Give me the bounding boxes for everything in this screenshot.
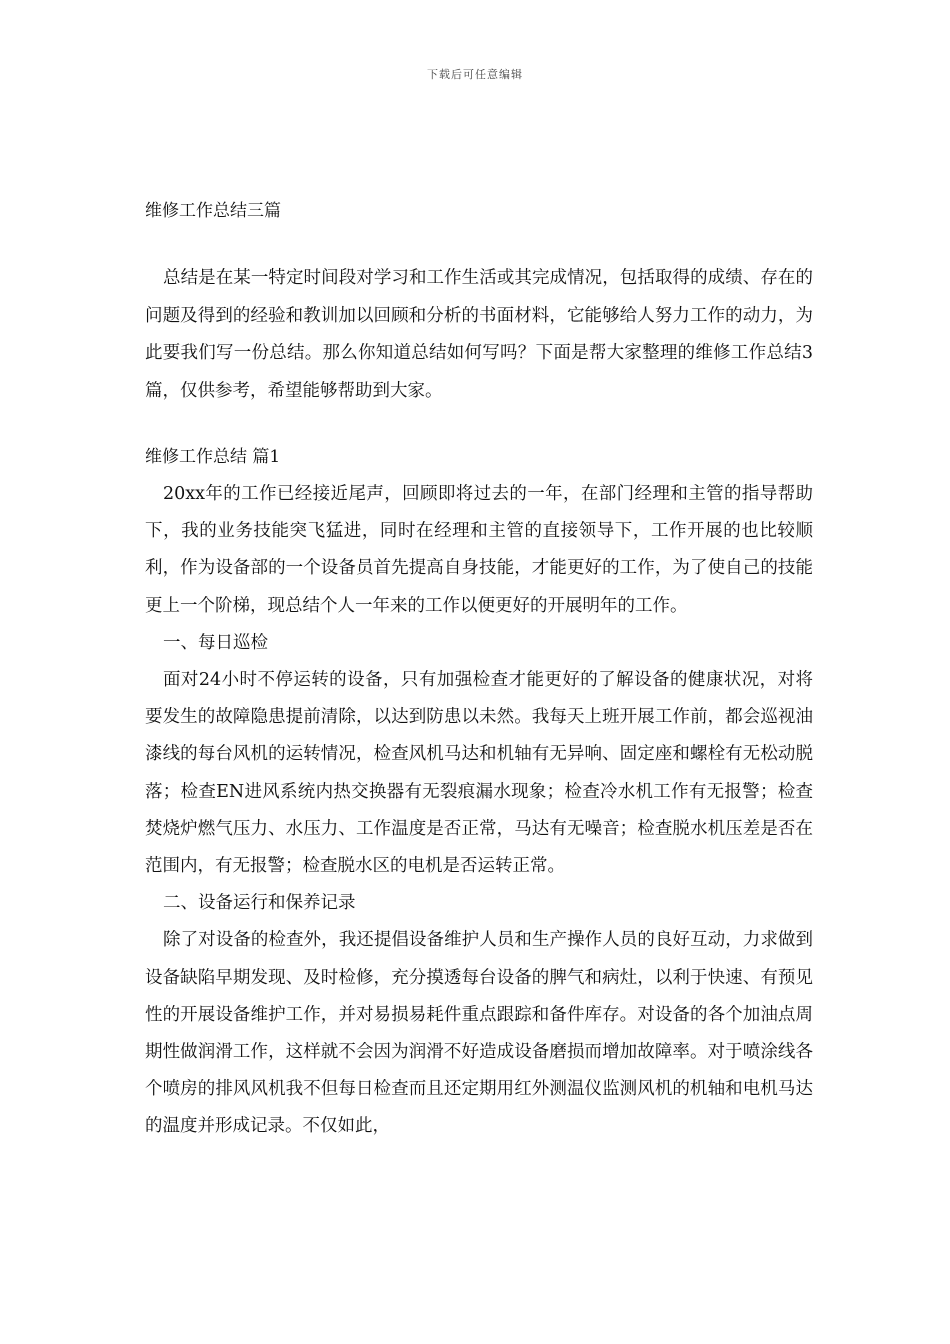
- heading-daily-inspection: 一、每日巡检: [163, 632, 268, 653]
- paragraph-3: 除了对设备的检查外，我还提倡设备维护人员和生产操作人员的良好互动，力求做到设备缺陷早期发现、及时检修，充分摸透每台设备的脾气和病灶，以利于快速、有预见性的开展设备维护工作，并对易损易耗件重点跟踪和备件库存。对设备的各个加油点周期性做润滑工作，这样就不会因为润滑不好造成设备磨损而增加故障率。对于喷涂线各个喷房的排风风机我不但每日检查而且还定期用红外测温仪监测风机的机轴和电机马达的温度并形成记录。不仅如此，: [145, 930, 813, 1137]
- paragraph-2: 面对24小时不停运转的设备，只有加强检查才能更好的了解设备的健康状况，对将要发生的故障隐患提前清除，以达到防患以未然。我每天上班开展工作前，都会巡视油漆线的每台风机的运转情况，检查风机马达和机轴有无异响、固定座和螺栓有无松动脱落；检查EN进风系统内热交换器有无裂痕漏水现象；检查冷水机工作有无报警；检查焚烧炉燃气压力、水压力、工作温度是否正常，马达有无噪音；检查脱水机压差是否在范围内，有无报警；检查脱水区的电机是否运转正常。: [145, 670, 813, 877]
- document-body: [145, 476, 813, 1146]
- document-title: 维修工作总结三篇: [145, 201, 281, 221]
- paragraph-1: 20xx年的工作已经接近尾声，回顾即将过去的一年，在部门经理和主管的指导帮助下，我的业务技能突飞猛进，同时在经理和主管的直接领导下，工作开展的也比较顺利，作为设备部的一个设备员首先提高自身技能，才能更好的工作，为了使自己的技能更上一个阶梯，现总结个人一年来的工作以便更好的开展明年的工作。: [145, 484, 813, 616]
- intro-paragraph: 总结是在某一特定时间段对学习和工作生活或其完成情况，包括取得的成绩、存在的问题及得到的经验和教训加以回顾和分析的书面材料，它能够给人努力工作的动力，为此要我们写一份总结。那么你知道总结如何写吗？下面是帮大家整理的维修工作总结3篇，仅供参考，希望能够帮助到大家。: [145, 268, 813, 401]
- page-header: 下载后可任意编辑: [427, 68, 523, 81]
- heading-equipment-records: 二、设备运行和保养记录: [163, 893, 356, 914]
- section-title: 维修工作总结 篇1: [145, 447, 281, 467]
